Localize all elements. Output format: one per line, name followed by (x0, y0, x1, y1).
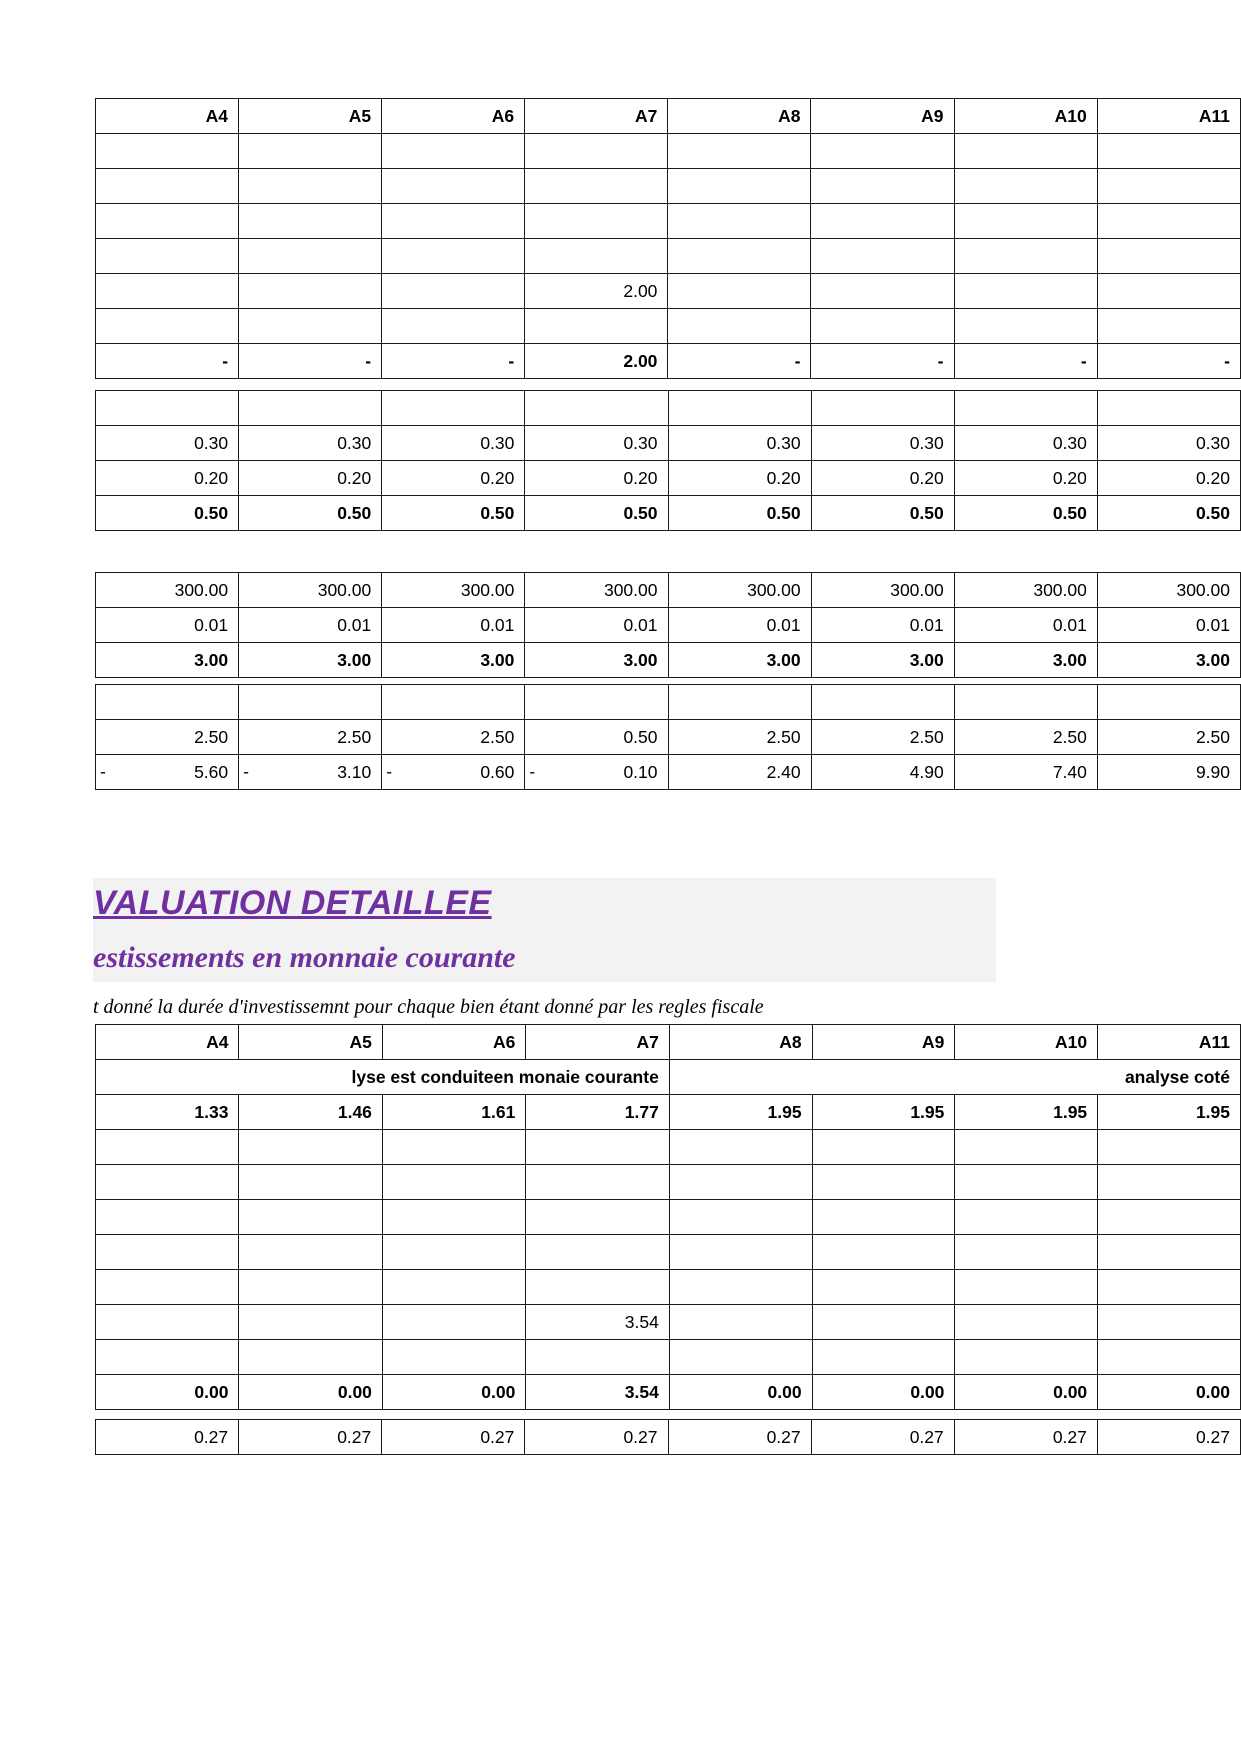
cell[interactable]: 0.20 (382, 461, 525, 496)
total-cell[interactable]: - (382, 344, 525, 379)
cell[interactable] (669, 1200, 812, 1235)
cell[interactable] (525, 309, 668, 344)
cell[interactable]: 2.50 (239, 720, 382, 755)
cell[interactable] (954, 391, 1097, 426)
cell[interactable] (1097, 134, 1240, 169)
cell[interactable] (1098, 1235, 1241, 1270)
cell[interactable]: 0.27 (96, 1420, 239, 1455)
cell[interactable] (96, 1130, 239, 1165)
total-cell[interactable]: 0.50 (96, 496, 239, 531)
cell[interactable] (954, 169, 1097, 204)
cell[interactable] (382, 685, 525, 720)
cell[interactable]: 0.01 (668, 608, 811, 643)
cell[interactable] (382, 204, 525, 239)
cell[interactable] (525, 685, 668, 720)
cell[interactable] (1097, 309, 1240, 344)
total-cell[interactable]: 0.50 (525, 496, 668, 531)
cell[interactable] (382, 755, 525, 790)
cell[interactable] (669, 1270, 812, 1305)
cell[interactable] (668, 309, 811, 344)
section-note: t donné la durée d'investissemnt pour chaque bien étant donné par les regles fiscale (93, 996, 764, 1018)
cell[interactable] (955, 1130, 1098, 1165)
table-total-row[interactable] (96, 1375, 1241, 1410)
annotation-row (96, 1060, 1241, 1095)
cell[interactable] (812, 1340, 955, 1375)
cell[interactable] (526, 1200, 669, 1235)
cell[interactable]: 300.00 (954, 573, 1097, 608)
total-cell[interactable]: 3.00 (382, 643, 525, 678)
cell[interactable]: 0.50 (525, 720, 668, 755)
table-row[interactable] (96, 239, 1241, 274)
table-row[interactable] (96, 1165, 1241, 1200)
table-total-row[interactable] (96, 344, 1241, 379)
table-row[interactable] (96, 1270, 1241, 1305)
table-row[interactable] (96, 134, 1241, 169)
cell[interactable] (669, 1165, 812, 1200)
column-header-a7: A7 (525, 99, 668, 134)
cell[interactable] (812, 1200, 955, 1235)
total-cell[interactable]: 0.00 (812, 1375, 955, 1410)
cell[interactable] (526, 1340, 669, 1375)
cell[interactable] (955, 1270, 1098, 1305)
table-row[interactable] (96, 720, 1241, 755)
column-header-a7: A7 (526, 1025, 669, 1060)
cell[interactable] (382, 1235, 525, 1270)
cell[interactable]: 2.50 (811, 720, 954, 755)
cell[interactable] (668, 204, 811, 239)
cell[interactable]: 0.01 (239, 608, 382, 643)
cell[interactable] (668, 169, 811, 204)
cell[interactable] (239, 134, 382, 169)
cell[interactable] (96, 1340, 239, 1375)
cell[interactable] (96, 685, 239, 720)
table-row[interactable] (96, 1420, 1241, 1455)
cell[interactable] (954, 204, 1097, 239)
cell[interactable]: 0.27 (811, 1420, 954, 1455)
coefficient-cell[interactable]: 1.95 (955, 1095, 1098, 1130)
cell[interactable] (669, 1130, 812, 1165)
table-row[interactable] (96, 204, 1241, 239)
table-row[interactable] (96, 1340, 1241, 1375)
cell[interactable] (1097, 274, 1240, 309)
cell[interactable] (382, 169, 525, 204)
annotation-right: analyse coté (669, 1060, 1240, 1095)
total-cell[interactable]: 2.00 (525, 344, 668, 379)
coefficient-row[interactable] (96, 1095, 1241, 1130)
total-cell[interactable]: 3.00 (811, 643, 954, 678)
cell[interactable] (382, 1130, 525, 1165)
cell[interactable] (239, 1305, 382, 1340)
cell[interactable] (96, 1165, 239, 1200)
cell[interactable] (96, 169, 239, 204)
cell[interactable]: 0.20 (954, 461, 1097, 496)
cell[interactable] (525, 134, 668, 169)
cell[interactable] (954, 134, 1097, 169)
cell[interactable] (668, 134, 811, 169)
cell[interactable]: 300.00 (668, 573, 811, 608)
cell[interactable] (526, 1235, 669, 1270)
coefficient-cell[interactable]: 1.95 (1098, 1095, 1241, 1130)
cell[interactable] (239, 391, 382, 426)
cell[interactable] (811, 685, 954, 720)
total-cell[interactable]: 0.00 (955, 1375, 1098, 1410)
cell[interactable] (382, 1200, 525, 1235)
cell[interactable]: 2.50 (382, 720, 525, 755)
cell[interactable]: 0.20 (96, 461, 239, 496)
cell[interactable] (811, 309, 954, 344)
cell[interactable] (96, 1270, 239, 1305)
cell[interactable]: 0.30 (525, 426, 668, 461)
cell[interactable] (382, 134, 525, 169)
cell[interactable] (239, 1235, 382, 1270)
cell[interactable] (96, 239, 239, 274)
cell[interactable] (96, 755, 239, 790)
cell[interactable]: 0.01 (96, 608, 239, 643)
cell[interactable]: 3.54 (526, 1305, 669, 1340)
cell[interactable] (239, 685, 382, 720)
cell[interactable] (382, 1270, 525, 1305)
cell[interactable]: 0.30 (239, 426, 382, 461)
total-cell[interactable]: 0.50 (1097, 496, 1240, 531)
column-header-a6: A6 (382, 1025, 525, 1060)
cell[interactable] (96, 1200, 239, 1235)
cell[interactable] (954, 309, 1097, 344)
table-row[interactable] (96, 426, 1241, 461)
total-cell[interactable]: 3.00 (954, 643, 1097, 678)
total-cell[interactable]: - (1097, 344, 1240, 379)
cell[interactable] (525, 169, 668, 204)
cell[interactable] (382, 239, 525, 274)
cell[interactable] (239, 1270, 382, 1305)
cell[interactable]: 0.01 (811, 608, 954, 643)
cell[interactable] (239, 1165, 382, 1200)
cell[interactable] (811, 134, 954, 169)
table-block-3[interactable] (95, 572, 1241, 678)
cell-value: 0.60 (480, 761, 515, 782)
total-cell[interactable]: 3.00 (1097, 643, 1240, 678)
cell[interactable] (955, 1235, 1098, 1270)
table-row[interactable] (96, 573, 1241, 608)
column-header-a5: A5 (239, 1025, 382, 1060)
cell[interactable]: 0.01 (1097, 608, 1240, 643)
table-row[interactable] (96, 169, 1241, 204)
cell[interactable] (525, 391, 668, 426)
cell-value: 3.10 (337, 761, 372, 782)
cell[interactable]: 0.30 (1097, 426, 1240, 461)
cell[interactable] (239, 274, 382, 309)
cell[interactable] (811, 204, 954, 239)
total-cell[interactable]: 0.00 (239, 1375, 382, 1410)
section-subtitle: estissements en monnaie courante (93, 941, 516, 974)
coefficient-cell[interactable]: 1.77 (526, 1095, 669, 1130)
total-cell[interactable]: 0.00 (1098, 1375, 1241, 1410)
cell[interactable] (812, 1165, 955, 1200)
table-row[interactable] (96, 461, 1241, 496)
cell[interactable] (239, 169, 382, 204)
total-cell[interactable]: 0.00 (669, 1375, 812, 1410)
cell[interactable] (811, 239, 954, 274)
table-header-row (96, 1025, 1241, 1060)
cell[interactable] (239, 1130, 382, 1165)
cell[interactable] (239, 1340, 382, 1375)
cell[interactable] (382, 1340, 525, 1375)
cell[interactable] (812, 1130, 955, 1165)
cell[interactable]: 0.20 (668, 461, 811, 496)
cell[interactable]: 0.30 (96, 426, 239, 461)
cell[interactable]: 7.40 (954, 755, 1097, 790)
cell[interactable] (239, 204, 382, 239)
coefficient-cell[interactable]: 1.95 (812, 1095, 955, 1130)
table-row[interactable] (96, 274, 1241, 309)
cell[interactable] (812, 1305, 955, 1340)
cell[interactable]: 0.30 (811, 426, 954, 461)
cell[interactable]: 0.01 (382, 608, 525, 643)
cell[interactable] (955, 1165, 1098, 1200)
table-row[interactable] (96, 1130, 1241, 1165)
cell[interactable] (1097, 391, 1240, 426)
cell[interactable] (239, 309, 382, 344)
cell[interactable]: 2.50 (96, 720, 239, 755)
cell[interactable]: 0.01 (525, 608, 668, 643)
cell[interactable]: 0.30 (668, 426, 811, 461)
cell[interactable] (955, 1340, 1098, 1375)
cell[interactable] (96, 1235, 239, 1270)
column-header-a8: A8 (669, 1025, 812, 1060)
cell[interactable] (1097, 169, 1240, 204)
total-cell[interactable]: 3.00 (239, 643, 382, 678)
total-cell[interactable]: 3.00 (668, 643, 811, 678)
cell[interactable] (525, 755, 668, 790)
cell[interactable]: 300.00 (1097, 573, 1240, 608)
total-cell[interactable]: 0.50 (668, 496, 811, 531)
cell[interactable] (96, 1305, 239, 1340)
table-header-row (96, 99, 1241, 134)
table-row[interactable] (96, 1305, 1241, 1340)
minus-sign: - (529, 761, 536, 782)
cell[interactable] (96, 309, 239, 344)
cell[interactable]: 2.40 (668, 755, 811, 790)
cell[interactable] (525, 239, 668, 274)
cell[interactable] (954, 685, 1097, 720)
cell[interactable] (669, 1235, 812, 1270)
cell[interactable] (526, 1165, 669, 1200)
cell[interactable] (526, 1270, 669, 1305)
table-block-1[interactable] (95, 98, 1241, 379)
table-total-row[interactable] (96, 643, 1241, 678)
cell[interactable]: 0.30 (954, 426, 1097, 461)
minus-sign: - (100, 761, 106, 782)
cell[interactable] (239, 1200, 382, 1235)
cell[interactable] (955, 1305, 1098, 1340)
cell[interactable]: 0.27 (239, 1420, 382, 1455)
table-block-6[interactable] (95, 1419, 1241, 1455)
column-header-a4: A4 (96, 99, 239, 134)
cell[interactable] (1098, 1200, 1241, 1235)
cell[interactable]: 0.27 (668, 1420, 811, 1455)
cell[interactable] (239, 239, 382, 274)
cell[interactable]: 0.27 (525, 1420, 668, 1455)
cell[interactable] (382, 309, 525, 344)
cell[interactable]: 0.30 (382, 426, 525, 461)
cell[interactable] (811, 391, 954, 426)
column-header-a10: A10 (954, 99, 1097, 134)
table-cumulative-row[interactable] (96, 755, 1241, 790)
cell[interactable] (1097, 685, 1240, 720)
cell[interactable]: 0.20 (525, 461, 668, 496)
cell[interactable] (668, 391, 811, 426)
table-row[interactable] (96, 608, 1241, 643)
cell[interactable] (1098, 1165, 1241, 1200)
cell[interactable] (239, 755, 382, 790)
total-cell[interactable]: - (96, 344, 239, 379)
total-cell[interactable]: 0.50 (954, 496, 1097, 531)
total-cell[interactable]: 0.50 (811, 496, 954, 531)
cell[interactable] (1098, 1130, 1241, 1165)
cell[interactable]: 4.90 (811, 755, 954, 790)
cell[interactable]: 0.20 (239, 461, 382, 496)
cell[interactable]: 0.20 (811, 461, 954, 496)
cell[interactable] (525, 204, 668, 239)
cell[interactable] (96, 204, 239, 239)
total-cell[interactable]: 0.00 (382, 1375, 525, 1410)
cell[interactable] (668, 274, 811, 309)
total-cell[interactable]: 3.54 (526, 1375, 669, 1410)
cell[interactable] (1098, 1340, 1241, 1375)
total-cell[interactable]: - (811, 344, 954, 379)
total-cell[interactable]: 0.50 (239, 496, 382, 531)
table-row[interactable] (96, 1200, 1241, 1235)
cell[interactable]: 0.27 (1097, 1420, 1240, 1455)
coefficient-cell[interactable]: 1.95 (669, 1095, 812, 1130)
column-header-a5: A5 (239, 99, 382, 134)
cell[interactable] (96, 274, 239, 309)
cell[interactable] (96, 134, 239, 169)
cell[interactable] (811, 169, 954, 204)
cell[interactable] (954, 274, 1097, 309)
cell[interactable] (811, 274, 954, 309)
total-cell[interactable]: - (668, 344, 811, 379)
cell-value: 0.10 (623, 761, 658, 782)
cell[interactable] (382, 1305, 525, 1340)
cell[interactable] (1097, 204, 1240, 239)
cell[interactable]: 2.50 (668, 720, 811, 755)
cell[interactable]: 0.20 (1097, 461, 1240, 496)
cell[interactable]: 2.00 (525, 274, 668, 309)
cell[interactable] (1097, 239, 1240, 274)
annotation-left: lyse est conduiteen monaie courante (96, 1060, 670, 1095)
cell[interactable] (96, 391, 239, 426)
table-block-5[interactable] (95, 1024, 1241, 1410)
coefficient-cell[interactable]: 1.61 (382, 1095, 525, 1130)
cell[interactable]: 0.27 (954, 1420, 1097, 1455)
cell[interactable] (382, 274, 525, 309)
cell[interactable] (1098, 1270, 1241, 1305)
cell[interactable]: 300.00 (525, 573, 668, 608)
cell[interactable]: 2.50 (1097, 720, 1240, 755)
table-row[interactable] (96, 309, 1241, 344)
cell[interactable]: 300.00 (811, 573, 954, 608)
total-cell[interactable]: - (239, 344, 382, 379)
cell[interactable] (955, 1200, 1098, 1235)
column-header-a11: A11 (1097, 99, 1240, 134)
table-row[interactable] (96, 1235, 1241, 1270)
cell[interactable] (1098, 1305, 1241, 1340)
cell[interactable]: 300.00 (96, 573, 239, 608)
total-cell[interactable]: 0.00 (96, 1375, 239, 1410)
cell[interactable]: 300.00 (239, 573, 382, 608)
column-header-a10: A10 (955, 1025, 1098, 1060)
column-header-a11: A11 (1098, 1025, 1241, 1060)
section-title: VALUATION DETAILLEE (93, 884, 492, 922)
table-block-2[interactable] (95, 390, 1241, 531)
total-cell[interactable]: - (954, 344, 1097, 379)
column-header-a9: A9 (811, 99, 954, 134)
column-header-a9: A9 (812, 1025, 955, 1060)
cell[interactable] (812, 1235, 955, 1270)
cell-value: 5.60 (194, 761, 229, 782)
column-header-a8: A8 (668, 99, 811, 134)
cell[interactable]: 2.50 (954, 720, 1097, 755)
table-total-row[interactable] (96, 496, 1241, 531)
total-cell[interactable]: 3.00 (96, 643, 239, 678)
cell[interactable] (382, 391, 525, 426)
cell[interactable]: 9.90 (1097, 755, 1240, 790)
cell[interactable] (669, 1305, 812, 1340)
cell[interactable] (954, 239, 1097, 274)
column-header-a4: A4 (96, 1025, 239, 1060)
table-block-4[interactable] (95, 684, 1241, 790)
cell[interactable] (668, 685, 811, 720)
coefficient-cell[interactable]: 1.33 (96, 1095, 239, 1130)
cell[interactable]: 300.00 (382, 573, 525, 608)
table-row[interactable] (96, 685, 1241, 720)
total-cell[interactable]: 3.00 (525, 643, 668, 678)
cell[interactable] (382, 1165, 525, 1200)
cell[interactable] (669, 1340, 812, 1375)
cell[interactable] (668, 239, 811, 274)
minus-sign: - (386, 761, 393, 782)
cell[interactable]: 0.01 (954, 608, 1097, 643)
minus-sign: - (243, 761, 249, 782)
table-row[interactable] (96, 391, 1241, 426)
cell[interactable]: 0.27 (382, 1420, 525, 1455)
coefficient-cell[interactable]: 1.46 (239, 1095, 382, 1130)
cell[interactable] (526, 1130, 669, 1165)
column-header-a6: A6 (382, 99, 525, 134)
cell[interactable] (812, 1270, 955, 1305)
total-cell[interactable]: 0.50 (382, 496, 525, 531)
